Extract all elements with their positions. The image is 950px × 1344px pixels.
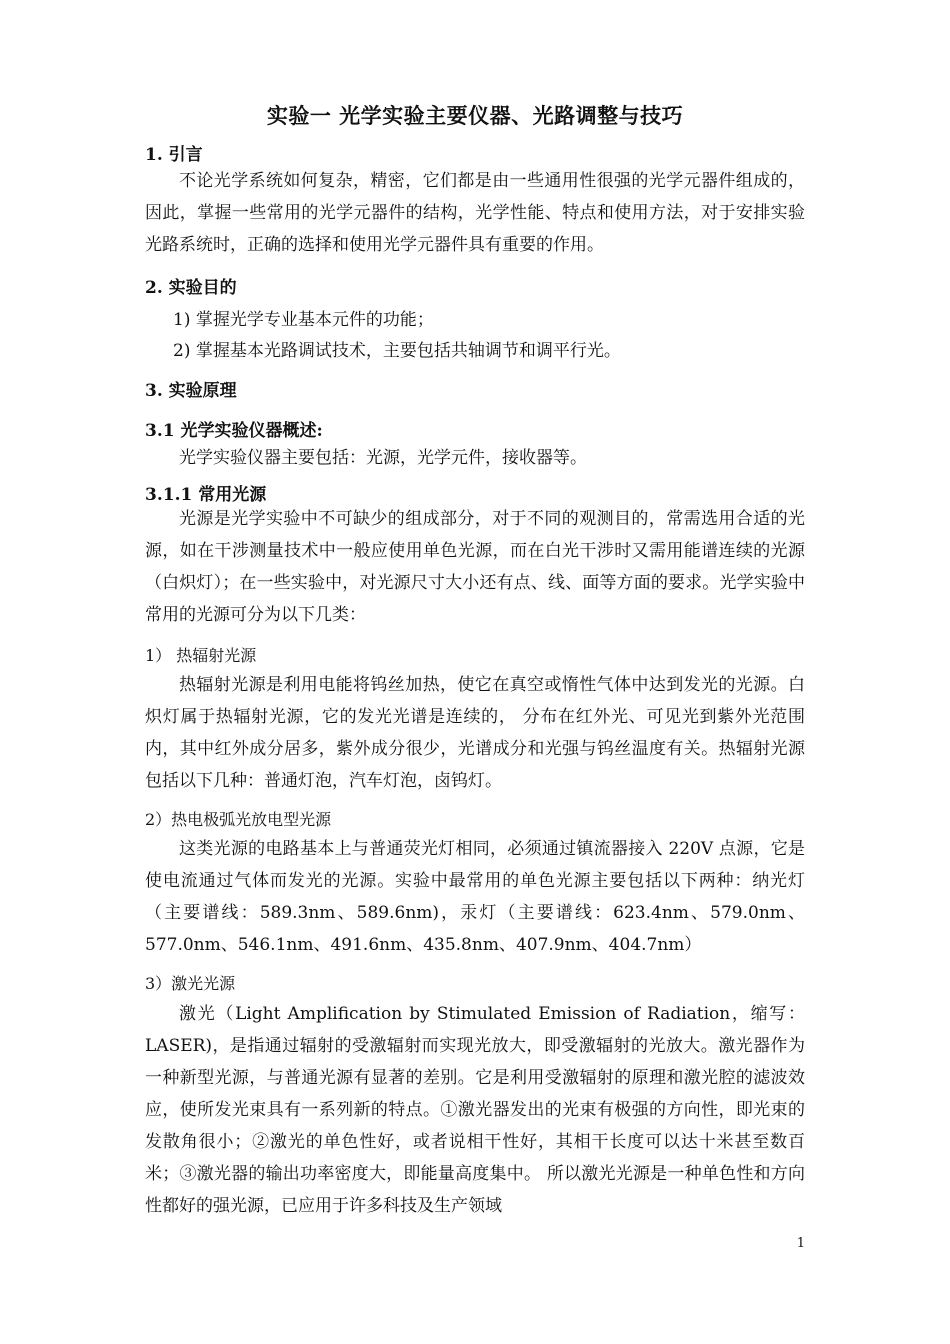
arc-source-paragraph: 这类光源的电路基本上与普通荧光灯相同，必须通过镇流器接入 220V 点源，它是使电流通过气体而发光的光源。实验中最常用的单色光源主要包括以下两种：纳光灯（主要谱线：589.3nm、589.6nm)，汞灯（主要谱线：623.4nm、579.0nm、577.0nm、546.1nm、491.6nm、435.8nm、407.9nm、404.7nm）	[145, 839, 805, 955]
source-label-thermal: 1） 热辐射光源	[145, 646, 257, 665]
page-title: 实验一 光学实验主要仪器、光路调整与技巧	[266, 103, 684, 128]
section-heading-objectives: 2. 实验目的	[145, 278, 237, 298]
subsection-heading-light-sources: 3.1.1 常用光源	[145, 485, 267, 505]
source-label-laser: 3）激光光源	[145, 974, 236, 993]
thermal-source-paragraph: 热辐射光源是利用电能将钨丝加热，使它在真空或惰性气体中达到发光的光源。白炽灯属于热辐射光源，它的发光光谱是连续的， 分布在红外光、可见光到紫外光范围内，其中红外成分居多，紫外成分很少，光谱成分和光强与钨丝温度有关。热辐射光源包括以下几种：普通灯泡，汽车灯泡，卤钨灯。	[145, 675, 805, 791]
source-label-arc-discharge: 2）热电极弧光放电型光源	[145, 810, 332, 829]
page-number: 1	[796, 1236, 805, 1251]
section-heading-intro: 1. 引言	[145, 145, 203, 165]
objective-item-2: 2) 掌握基本光路调试技术，主要包括共轴调节和调平行光。	[173, 341, 621, 361]
subsection-heading-instruments: 3.1 光学实验仪器概述:	[145, 421, 323, 441]
light-sources-paragraph: 光源是光学实验中不可缺少的组成部分，对于不同的观测目的，常需选用合适的光源，如在干涉测量技术中一般应使用单色光源，而在白光干涉时又需用能谱连续的光源（白炽灯）；在一些实验中，对光源尺寸大小还有点、线、面等方面的要求。光学实验中常用的光源可分为以下几类：	[145, 509, 805, 625]
objective-item-1: 1) 掌握光学专业基本元件的功能；	[173, 310, 434, 330]
laser-source-paragraph: 激光（Light Amplification by Stimulated Emission of Radiation，缩写：LASER)，是指通过辐射的受激辐射而实现光放大，即受激辐射的光放大。激光器作为一种新型光源，与普通光源有显著的差别。它是利用受激辐射的原理和激光腔的滤波效应，使所发光束具有一系列新的特点。①激光器发出的光束有极强的方向性，即光束的发散角很小；②激光的单色性好，或者说相干性好，其相干长度可以达十米甚至数百米；③激光器的输出功率密度大，即能量高度集中。 所以激光光源是一种单色性和方向性都好的强光源，已应用于许多科技及生产领域	[145, 1004, 805, 1216]
section-heading-principles: 3. 实验原理	[145, 381, 237, 401]
instruments-paragraph: 光学实验仪器主要包括：光源，光学元件，接收器等。	[179, 448, 587, 468]
intro-paragraph: 不论光学系统如何复杂，精密，它们都是由一些通用性很强的光学元器件组成的，因此，掌握一些常用的光学元器件的结构，光学性能、特点和使用方法，对于安排实验光路系统时，正确的选择和使用光学元器件具有重要的作用。	[145, 171, 805, 255]
